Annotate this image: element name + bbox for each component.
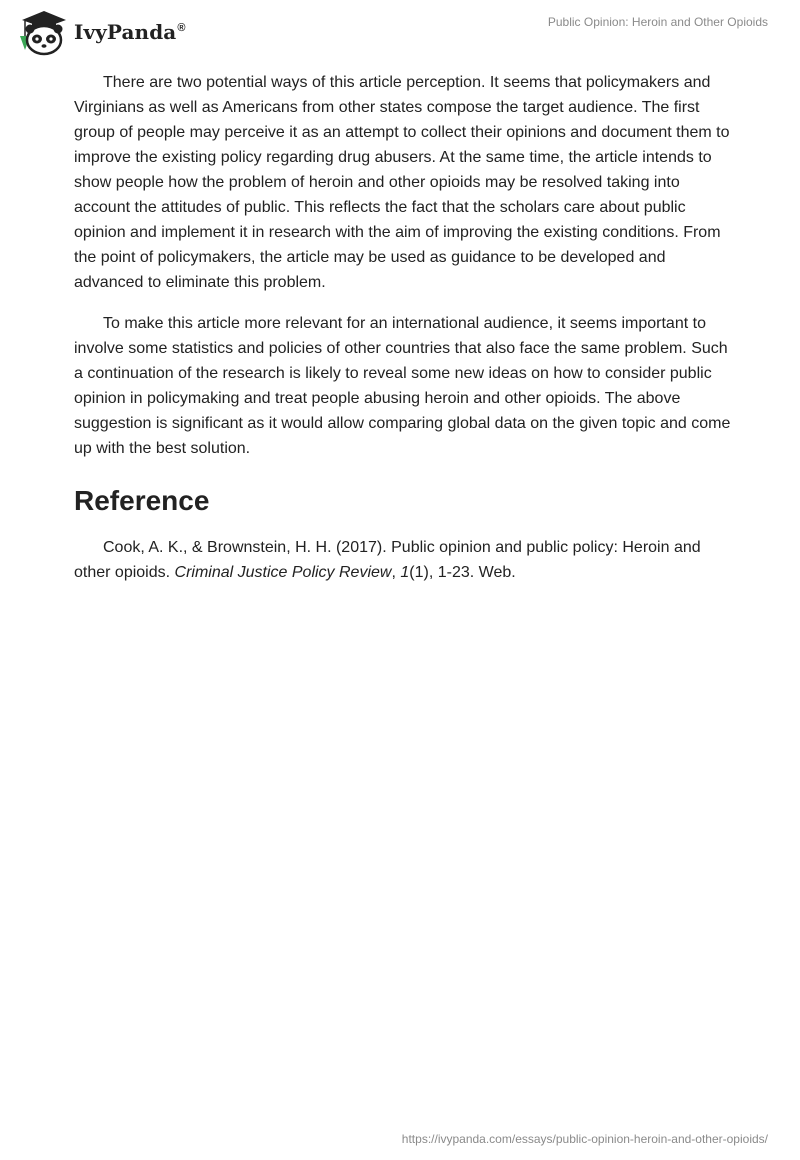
reference-journal: Criminal Justice Policy Review	[174, 564, 392, 581]
source-url[interactable]: https://ivypanda.com/essays/public-opinion-heroin-and-other-opioids/	[401, 1132, 768, 1146]
registered-mark: ®	[177, 22, 186, 35]
page-header	[0, 0, 800, 60]
body-paragraph-2: To make this article more relevant for an international audience, it seems important to involve some statistics and policies of other countries that also face the same problem. Such a continuation of the research is likely to reveal some new ideas on how to consider public opinion in policymaking and treat people abusing heroin and other opioids. The above suggestion is significant as it would allow comparing global data on the given topic and come up with the best solution.	[74, 315, 731, 457]
essay-content	[74, 70, 734, 585]
reference-entry	[74, 535, 734, 585]
reference-issue-pages: (1), 1-23. Web.	[409, 564, 516, 581]
reference-volume: 1	[400, 564, 410, 581]
brand-logo[interactable]	[14, 8, 186, 56]
brand-name: IvyPanda®	[74, 20, 186, 44]
body-paragraph-1: There are two potential ways of this article perception. It seems that policymakers and Virginians as well as Americans from other states compose the target audience. The first group of people may perceive it as an attempt to collect their opinions and document them to improve the existing policy regarding drug abusers. At the same time, the article intends to show people how the problem of heroin and other opioids may be resolved taking into account the attitudes of public. This reflects the fact that the scholars care about public opinion and implement it in research with the aim of improving the existing conditions. From the point of policymakers, the article may be used as guidance to be developed and advanced to eliminate this problem.	[74, 74, 730, 291]
reference-authors-title: Cook, A. K., & Brownstein, H. H. (2017). Public opinion and public policy: Heroin and other opioids.	[74, 539, 701, 581]
reference-heading: Reference	[74, 485, 210, 516]
document-title: Public Opinion: Heroin and Other Opioids	[547, 15, 768, 29]
panda-graduation-cap-icon	[14, 8, 70, 56]
reference-separator: ,	[391, 564, 401, 581]
